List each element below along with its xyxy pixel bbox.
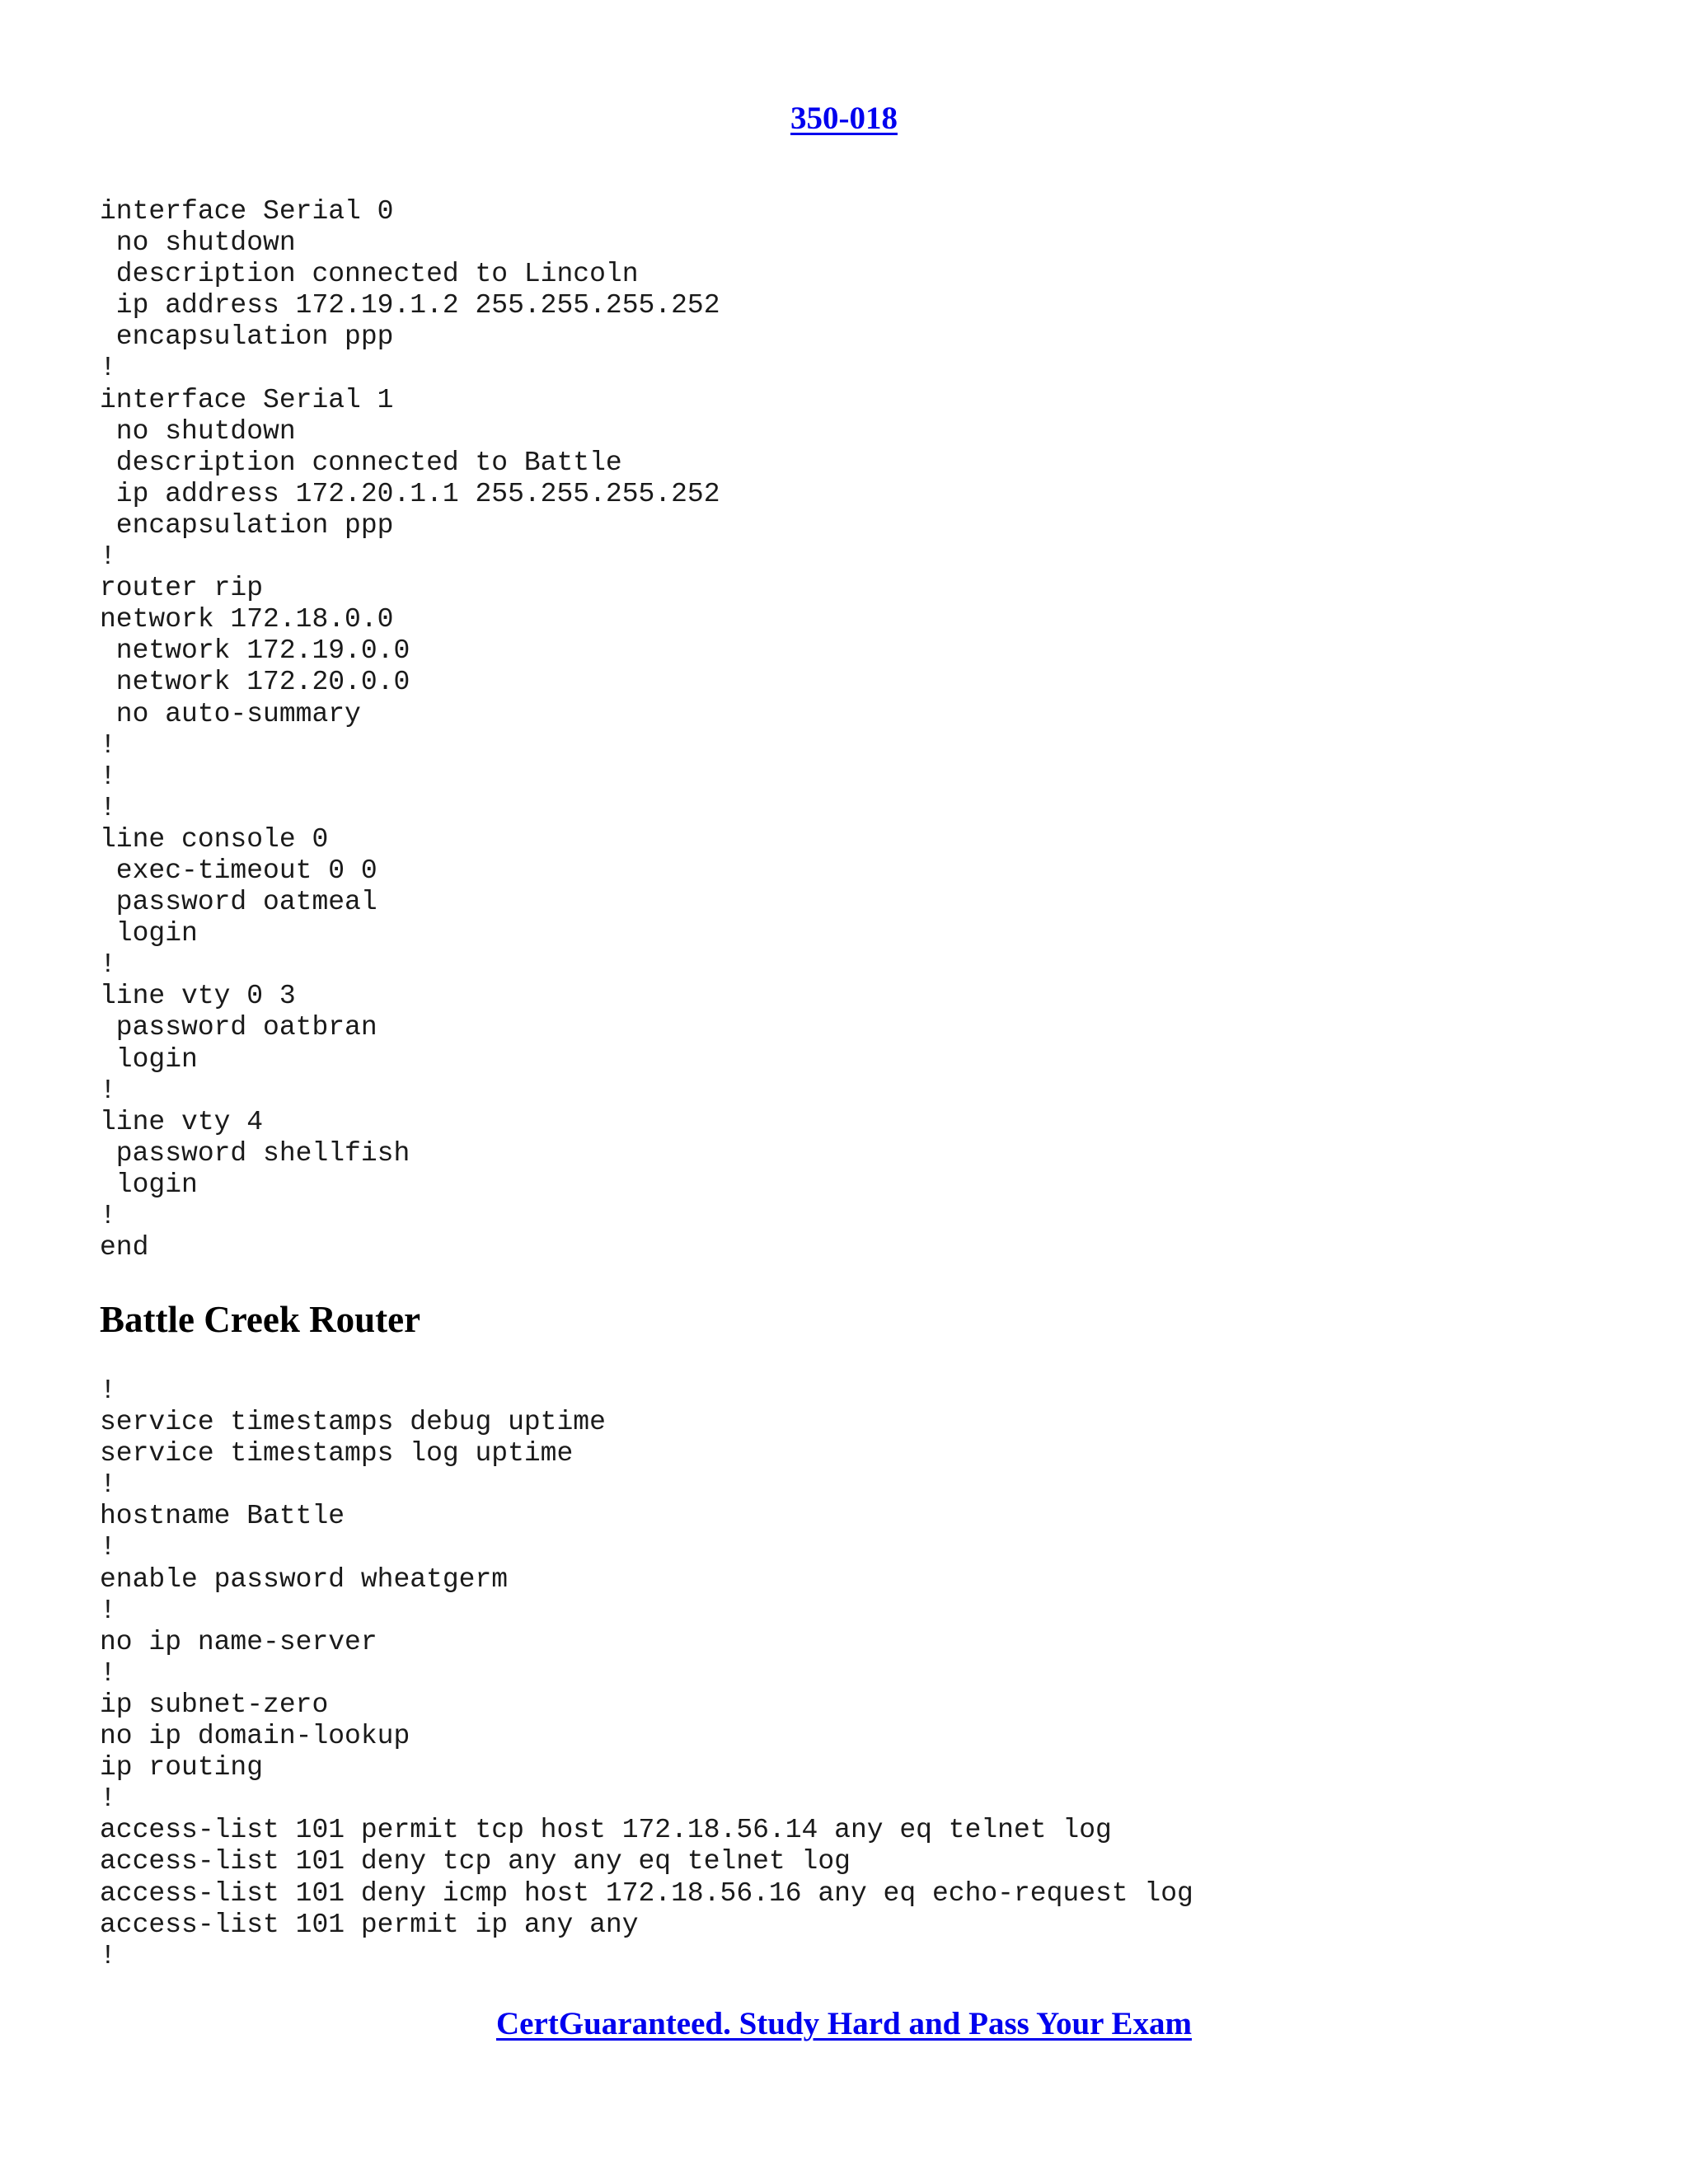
code-line: description connected to Battle bbox=[100, 447, 622, 478]
section-heading-battle-creek-router: Battle Creek Router bbox=[100, 1299, 421, 1340]
code-line: service timestamps debug uptime bbox=[100, 1407, 606, 1438]
code-line: ! bbox=[100, 353, 116, 384]
exam-code-link[interactable]: 350-018 bbox=[790, 101, 898, 136]
code-line: router rip bbox=[100, 573, 264, 604]
code-line: no shutdown bbox=[100, 227, 296, 259]
config-code-block-top bbox=[100, 196, 720, 1263]
code-line: network 172.19.0.0 bbox=[100, 635, 410, 667]
code-line: interface Serial 1 bbox=[100, 384, 394, 415]
code-line: no ip domain-lookup bbox=[100, 1721, 410, 1752]
code-line: line console 0 bbox=[100, 823, 329, 855]
code-line: interface Serial 0 bbox=[100, 196, 394, 227]
code-line: ! bbox=[100, 1075, 116, 1106]
code-line: ip subnet-zero bbox=[100, 1689, 329, 1720]
code-line: login bbox=[100, 918, 198, 949]
code-line: ! bbox=[100, 1940, 116, 1971]
code-line: exec-timeout 0 0 bbox=[100, 855, 377, 886]
code-line: service timestamps log uptime bbox=[100, 1438, 574, 1469]
code-line: access-list 101 deny icmp host 172.18.56.16 any eq echo-request log bbox=[100, 1877, 1193, 1909]
code-line: ! bbox=[100, 1376, 116, 1406]
code-line: password oatbran bbox=[100, 1012, 377, 1043]
code-line: line vty 4 bbox=[100, 1106, 264, 1137]
code-line: ! bbox=[100, 729, 116, 761]
code-line: password shellfish bbox=[100, 1137, 410, 1169]
code-line: login bbox=[100, 1043, 198, 1075]
code-line: ip address 172.19.1.2 255.255.255.252 bbox=[100, 290, 720, 321]
code-line: network 172.18.0.0 bbox=[100, 604, 394, 635]
code-line: ip address 172.20.1.1 255.255.255.252 bbox=[100, 478, 720, 509]
code-line: description connected to Lincoln bbox=[100, 259, 639, 290]
code-line: ! bbox=[100, 761, 116, 792]
code-line: access-list 101 deny tcp any any eq telnet log bbox=[100, 1846, 851, 1877]
code-line: hostname Battle bbox=[100, 1501, 345, 1532]
code-line: ! bbox=[100, 1595, 116, 1626]
code-line: ! bbox=[100, 1657, 116, 1689]
certguaranteed-footer-link[interactable]: CertGuaranteed. Study Hard and Pass Your Exam bbox=[496, 2006, 1192, 2041]
code-line: ip routing bbox=[100, 1752, 264, 1783]
code-line: ! bbox=[100, 1469, 116, 1501]
code-line: ! bbox=[100, 792, 116, 823]
code-line: ! bbox=[100, 949, 116, 981]
code-line: access-list 101 permit ip any any bbox=[100, 1909, 639, 1940]
code-line: encapsulation ppp bbox=[100, 321, 394, 353]
code-line: line vty 0 3 bbox=[100, 981, 296, 1012]
code-line: enable password wheatgerm bbox=[100, 1563, 509, 1595]
code-line: login bbox=[100, 1169, 198, 1200]
code-line: encapsulation ppp bbox=[100, 509, 394, 541]
code-line: no auto-summary bbox=[100, 698, 361, 729]
code-line: ! bbox=[100, 1783, 116, 1815]
code-line: ! bbox=[100, 1532, 116, 1563]
code-line: password oatmeal bbox=[100, 887, 377, 918]
code-line: end bbox=[100, 1232, 149, 1263]
code-line: no shutdown bbox=[100, 415, 296, 447]
code-line: ! bbox=[100, 1201, 116, 1231]
code-line: no ip name-server bbox=[100, 1626, 377, 1657]
config-code-block-bottom bbox=[100, 1376, 1193, 1972]
code-line: network 172.20.0.0 bbox=[100, 667, 410, 698]
code-line: access-list 101 permit tcp host 172.18.56.14 any eq telnet log bbox=[100, 1815, 1112, 1846]
code-line: ! bbox=[100, 541, 116, 573]
